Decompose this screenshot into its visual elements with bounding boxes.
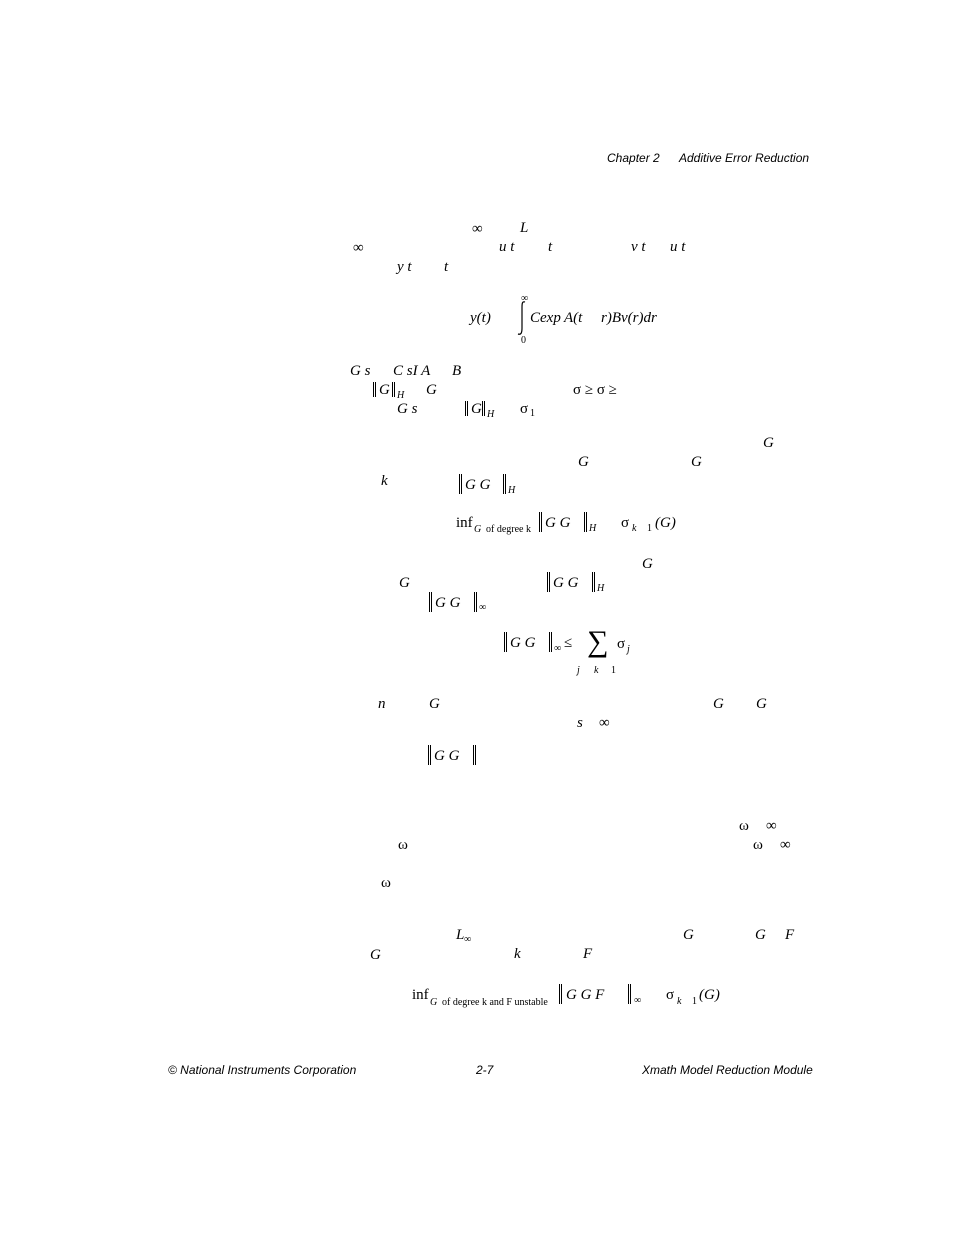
math-fragment-f22: k bbox=[381, 473, 388, 489]
math-fragment-e2f: σ bbox=[621, 515, 630, 531]
math-fragment-f28: n bbox=[378, 696, 386, 712]
math-fragment-e1d: A(t bbox=[564, 310, 583, 326]
math-fragment-e1e: r)Bv(r)dr bbox=[601, 310, 657, 326]
math-fragment-f6: v t bbox=[631, 239, 646, 255]
math-fragment-e2b: G bbox=[474, 524, 482, 535]
math-fragment-e3e: σ bbox=[617, 636, 626, 652]
math-fragment-f20: G bbox=[578, 454, 589, 470]
math-fragment-f43: G bbox=[755, 927, 766, 943]
math-fragment-f30: G bbox=[713, 696, 724, 712]
math-fragment-f34: G G bbox=[434, 748, 460, 764]
math-fragment-f19: G bbox=[763, 435, 774, 451]
math-fragment-e4a: inf bbox=[412, 987, 429, 1003]
math-fragment-f25: G bbox=[399, 575, 410, 591]
math-fragment-f14: G bbox=[426, 382, 437, 398]
math-fragment-f35: ω bbox=[739, 818, 749, 834]
footer-product: Xmath Model Reduction Module bbox=[642, 1063, 813, 1077]
math-fragment-f27: G G bbox=[435, 595, 461, 611]
math-fragment-f38: ω bbox=[753, 837, 763, 853]
math-fragment-f36: ∞ bbox=[766, 818, 777, 834]
math-fragment-f1: ∞ bbox=[472, 221, 483, 237]
math-fragment-f17s: H bbox=[487, 409, 495, 420]
math-fragment-f39: ∞ bbox=[780, 837, 791, 853]
integral-sign-icon bbox=[516, 300, 528, 336]
math-fragment-e3d: ∑ bbox=[587, 625, 609, 658]
math-fragment-f21: G bbox=[691, 454, 702, 470]
math-fragment-f18: σ bbox=[520, 401, 529, 417]
math-fragment-f15: σ ≥ σ ≥ bbox=[573, 382, 617, 398]
header-chapter: Chapter 2 bbox=[607, 151, 660, 165]
math-fragment-f44: F bbox=[785, 927, 795, 943]
math-fragment-e3h: k bbox=[594, 665, 599, 676]
math-fragment-f24: G bbox=[642, 556, 653, 572]
math-fragment-e4h: 1 bbox=[692, 996, 697, 1007]
math-fragment-f42: G bbox=[683, 927, 694, 943]
math-fragment-e3g: j bbox=[577, 665, 580, 676]
math-fragment-f4: u t bbox=[499, 239, 515, 255]
math-fragment-e2g: k bbox=[632, 523, 637, 534]
math-fragment-e4c: of degree k and F unstable bbox=[442, 997, 548, 1008]
math-fragment-f37: ω bbox=[398, 837, 408, 853]
math-fragment-e4b: G bbox=[430, 997, 438, 1008]
math-fragment-f23s: H bbox=[508, 485, 516, 496]
math-fragment-f5: t bbox=[548, 239, 553, 255]
math-fragment-e2c: of degree k bbox=[486, 524, 531, 535]
math-fragment-e4g: k bbox=[677, 996, 682, 1007]
math-fragment-e3c: ≤ bbox=[564, 635, 573, 651]
math-fragment-e1b: ∞ bbox=[521, 293, 529, 304]
math-fragment-e1f: 0 bbox=[521, 335, 526, 346]
math-fragment-f11: C sI A bbox=[393, 363, 431, 379]
math-fragment-f17: G bbox=[471, 401, 482, 417]
math-fragment-f41s: ∞ bbox=[464, 934, 472, 945]
math-fragment-f27s: ∞ bbox=[479, 602, 487, 613]
math-fragment-f7: u t bbox=[670, 239, 686, 255]
math-fragment-e3f: j bbox=[627, 644, 630, 655]
header-section-title: Additive Error Reduction bbox=[679, 151, 810, 165]
math-fragment-e2e: H bbox=[589, 523, 597, 534]
math-fragment-e2d: G G bbox=[545, 515, 571, 531]
math-fragment-f31: G bbox=[756, 696, 767, 712]
math-fragment-f18s: 1 bbox=[530, 408, 535, 419]
math-fragment-f16: G s bbox=[397, 401, 418, 417]
math-fragment-f45: G bbox=[370, 947, 381, 963]
math-fragment-f29: G bbox=[429, 696, 440, 712]
math-fragment-e4e: ∞ bbox=[634, 995, 642, 1006]
math-fragment-f12: B bbox=[452, 363, 462, 379]
math-fragment-f8: y t bbox=[397, 259, 412, 275]
math-fragment-f26s: H bbox=[597, 583, 605, 594]
math-fragment-e4i: (G) bbox=[699, 987, 720, 1003]
math-fragment-f2: L bbox=[520, 220, 529, 236]
math-fragment-f9: t bbox=[444, 259, 449, 275]
math-fragment-e4d: G G F bbox=[566, 987, 605, 1003]
math-fragment-e4f: σ bbox=[666, 987, 675, 1003]
math-fragment-e1a: y(t) bbox=[470, 310, 491, 326]
math-fragment-e1c: Cexp bbox=[530, 310, 561, 326]
math-fragment-e3b: ∞ bbox=[554, 643, 562, 654]
math-fragment-f32: s bbox=[577, 715, 583, 731]
math-fragment-f23: G G bbox=[465, 477, 491, 493]
footer-copyright: © National Instruments Corporation bbox=[168, 1063, 357, 1077]
math-fragment-f13: G bbox=[379, 382, 390, 398]
math-fragment-f10: G s bbox=[350, 363, 371, 379]
math-fragment-f41: L bbox=[456, 927, 465, 943]
math-fragment-f40: ω bbox=[381, 875, 391, 891]
math-fragment-e3i: 1 bbox=[611, 665, 616, 676]
math-fragment-f47: F bbox=[583, 946, 593, 962]
math-fragment-e3a: G G bbox=[510, 635, 536, 651]
math-fragment-e2a: inf bbox=[456, 515, 473, 531]
math-fragment-f46: k bbox=[514, 946, 521, 962]
math-fragment-e2i: (G) bbox=[655, 515, 676, 531]
math-fragment-f26: G G bbox=[553, 575, 579, 591]
math-fragment-f13s: H bbox=[397, 390, 405, 401]
math-fragment-e2h: 1 bbox=[647, 523, 652, 534]
math-fragment-f3: ∞ bbox=[353, 240, 364, 256]
footer-page-number: 2-7 bbox=[476, 1063, 494, 1077]
math-fragment-f33: ∞ bbox=[599, 715, 610, 731]
